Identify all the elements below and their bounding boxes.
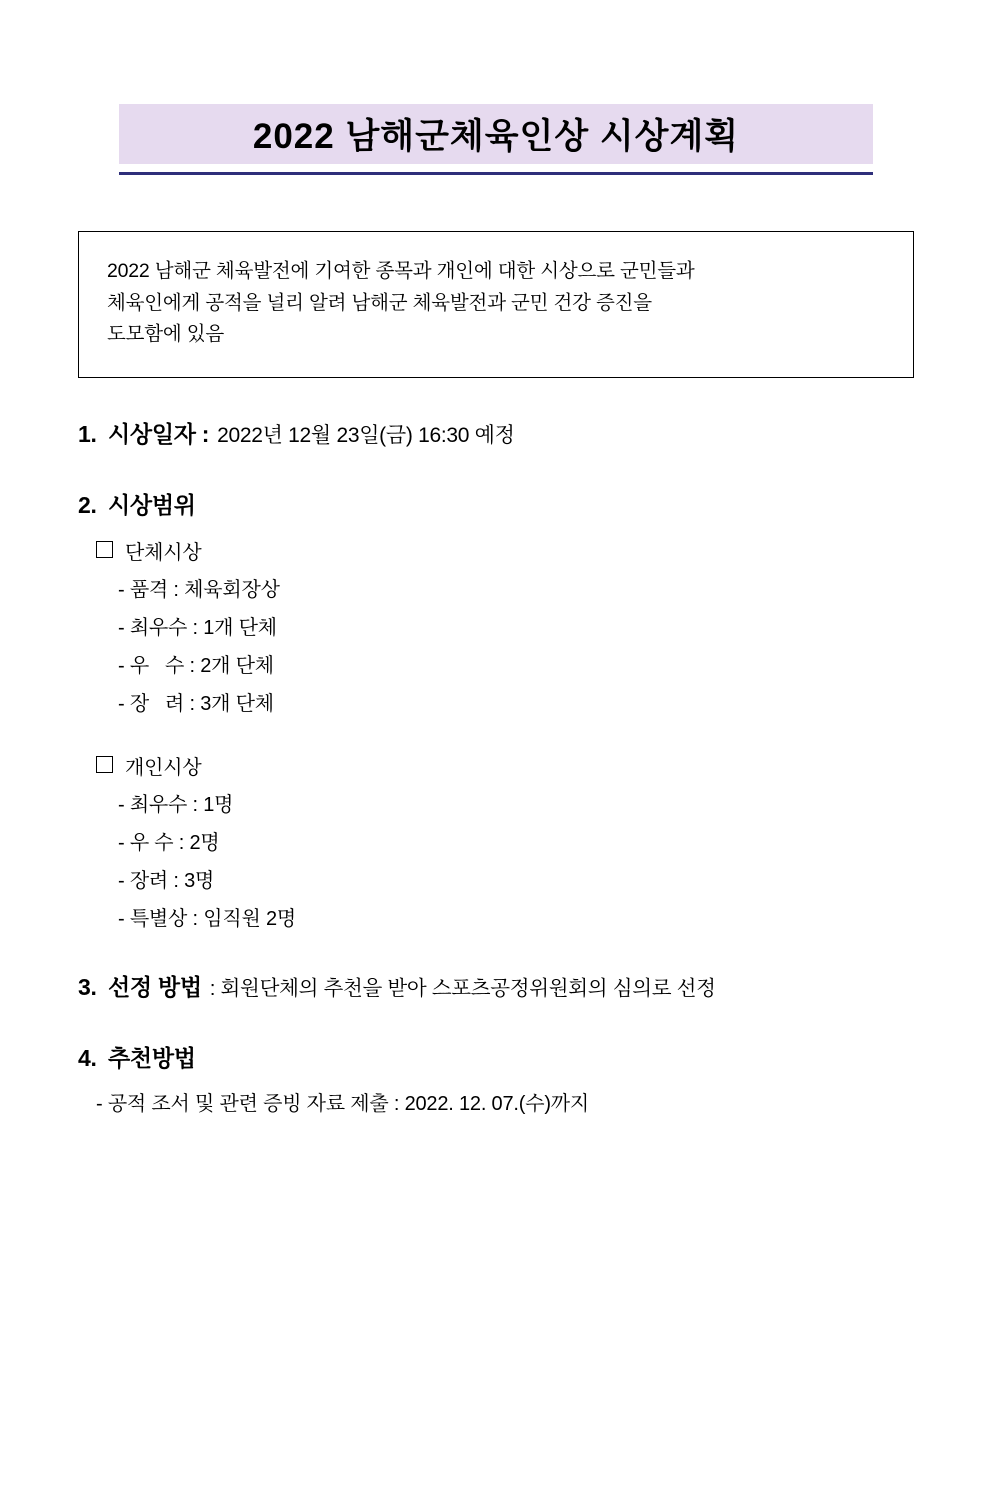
section-3-tail: : 회원단체의 추천을 받아 스포츠공정위원회의 심의로 선정 bbox=[209, 976, 716, 1000]
section-3-heading bbox=[78, 969, 914, 1002]
list-item: - 최우수 : 1개 단체 bbox=[118, 616, 277, 639]
purpose-box bbox=[78, 231, 914, 378]
title-underline bbox=[119, 172, 873, 175]
section-selection-method bbox=[78, 969, 914, 1002]
group-team-awards-label: 단체시상 bbox=[125, 541, 202, 564]
purpose-line-2: 체육인에게 공적을 널리 알려 남해군 체육발전과 군민 건강 증진을 bbox=[107, 291, 652, 314]
section-2-title: 시상범위 bbox=[108, 491, 196, 518]
section-1-heading bbox=[78, 416, 914, 449]
document-page bbox=[0, 104, 992, 1507]
spacer bbox=[78, 725, 914, 751]
page-title: 2022 남해군체육인상 시상계획 bbox=[252, 117, 740, 156]
checkbox-icon bbox=[96, 756, 113, 773]
list-item: - 우 수 : 2개 단체 bbox=[118, 654, 274, 677]
purpose-line-1: 2022 남해군 체육발전에 기여한 종목과 개인에 대한 시상으로 군민들과 bbox=[107, 260, 695, 282]
list-item: - 특별상 : 임직원 2명 bbox=[118, 907, 297, 930]
section-1-title: 시상일자 : bbox=[108, 420, 210, 447]
title-band bbox=[119, 104, 873, 164]
section-2-heading bbox=[78, 487, 914, 520]
group-individual-awards-label: 개인시상 bbox=[125, 756, 202, 779]
section-3-title: 선정 방법 bbox=[108, 973, 202, 1000]
group-team-awards-label-row bbox=[96, 536, 914, 565]
group-individual-awards bbox=[78, 751, 914, 931]
section-recommendation-method bbox=[78, 1040, 914, 1116]
section-3-number: 3. bbox=[78, 973, 97, 1000]
section-1-tail: 2022년 12월 23일(금) 16:30 예정 bbox=[217, 423, 515, 447]
section-4-heading bbox=[78, 1040, 914, 1073]
purpose-line-3: 도모함에 있음 bbox=[107, 323, 225, 346]
section-award-date bbox=[78, 416, 914, 449]
list-item: - 장려 : 3명 bbox=[118, 869, 215, 892]
group-individual-awards-label-row bbox=[96, 751, 914, 780]
section-4-title: 추천방법 bbox=[108, 1044, 196, 1071]
list-item: - 우 수 : 2명 bbox=[118, 831, 220, 854]
checkbox-icon bbox=[96, 541, 113, 558]
list-item: - 최우수 : 1명 bbox=[118, 793, 234, 816]
list-item: - 품격 : 체육회장상 bbox=[118, 578, 280, 601]
list-item: - 공적 조서 및 관련 증빙 자료 제출 : 2022. 12. 07.(수)까지 bbox=[96, 1092, 590, 1115]
section-award-scope bbox=[78, 487, 914, 931]
section-1-number: 1. bbox=[78, 420, 97, 447]
list-item: - 장 려 : 3개 단체 bbox=[118, 692, 274, 715]
section-2-number: 2. bbox=[78, 491, 97, 518]
group-team-awards bbox=[78, 536, 914, 716]
title-banner bbox=[78, 104, 914, 164]
section-4-number: 4. bbox=[78, 1044, 97, 1071]
